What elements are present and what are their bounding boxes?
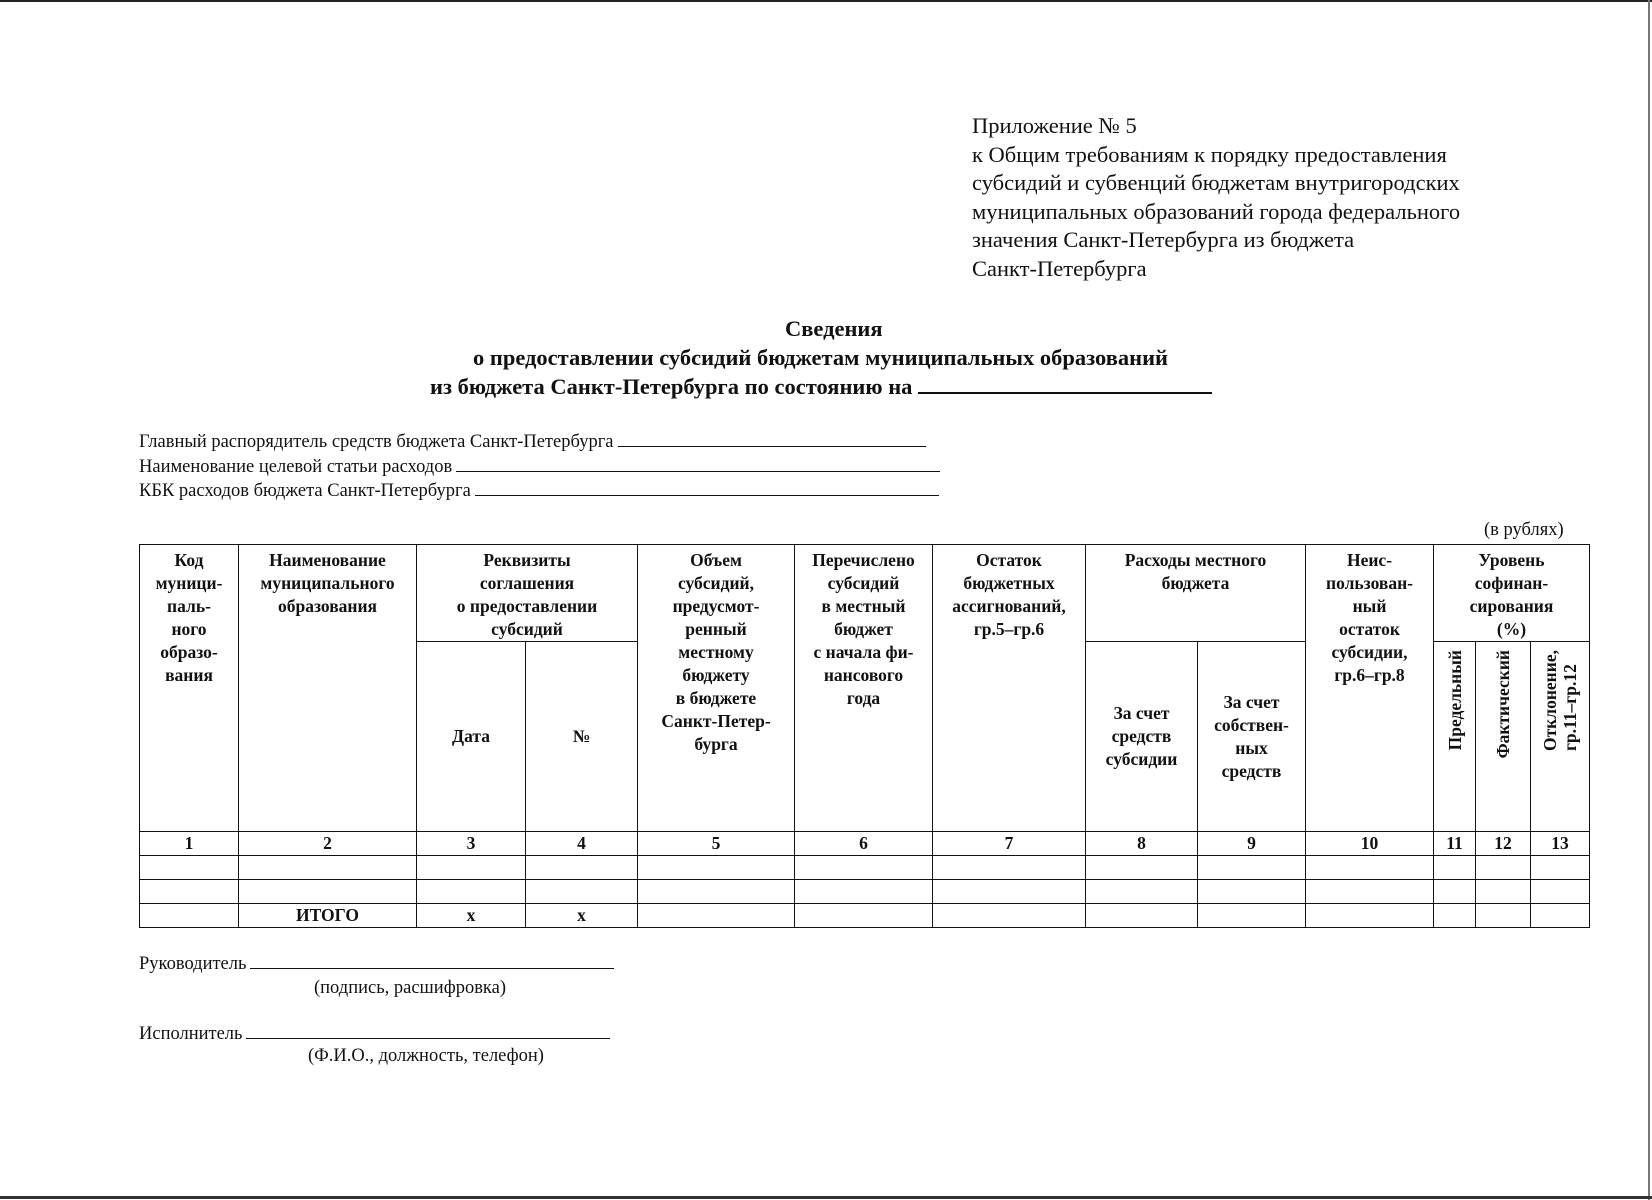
column-number: 9 xyxy=(1198,832,1306,856)
column-number: 12 xyxy=(1476,832,1531,856)
scan-edge-top xyxy=(0,0,1652,2)
table-cell[interactable] xyxy=(1531,880,1590,904)
table-cell[interactable] xyxy=(795,904,933,928)
header-actual: Фактический xyxy=(1476,642,1531,832)
table-cell[interactable] xyxy=(1086,856,1198,880)
appendix-line: субсидий и субвенций бюджетам внутригородских xyxy=(972,170,1460,195)
table-cell[interactable] xyxy=(795,880,933,904)
column-number: 3 xyxy=(417,832,526,856)
column-number: 1 xyxy=(140,832,239,856)
header-limit: Предельный xyxy=(1434,642,1476,832)
header-from-subsidy: За счет средств субсидии xyxy=(1086,642,1198,832)
column-number: 13 xyxy=(1531,832,1590,856)
scan-edge-right xyxy=(1648,0,1650,1200)
kbk-row xyxy=(139,479,940,504)
table-cell[interactable] xyxy=(1198,856,1306,880)
document-title xyxy=(430,315,1260,402)
table-cell[interactable] xyxy=(417,856,526,880)
header-date: Дата xyxy=(417,642,526,832)
column-number: 8 xyxy=(1086,832,1198,856)
table-cell[interactable] xyxy=(417,880,526,904)
appendix-line: к Общим требованиям к порядку предоставления xyxy=(972,141,1447,167)
title-line-3 xyxy=(430,372,1260,402)
table-cell[interactable] xyxy=(1306,904,1434,928)
header-volume: Объем субсидий, предусмот- ренный местному бюджету в бюджете Санкт-Петер- бурга xyxy=(638,545,795,832)
table-cell[interactable] xyxy=(1476,880,1531,904)
column-number: 5 xyxy=(638,832,795,856)
head-signature-row xyxy=(139,952,614,975)
total-row xyxy=(140,904,1590,928)
table-cell[interactable] xyxy=(1086,880,1198,904)
table-cell[interactable] xyxy=(1434,856,1476,880)
target-article-field[interactable] xyxy=(456,455,940,472)
table-cell[interactable] xyxy=(933,880,1086,904)
table-cell[interactable] xyxy=(239,880,417,904)
manager-label: Главный распорядитель средств бюджета Санкт-Петербурга xyxy=(139,432,614,452)
header-cofinancing: Уровень софинан- сирования (%) xyxy=(1434,545,1590,642)
header-deviation: Отклонение, гр.11–гр.12 xyxy=(1531,642,1590,832)
column-number: 10 xyxy=(1306,832,1434,856)
title-line-2: о предоставлении субсидий бюджетам муниципальных образований xyxy=(473,344,1168,370)
table-cell[interactable] xyxy=(1306,880,1434,904)
table-cell[interactable] xyxy=(1476,856,1531,880)
column-number: 11 xyxy=(1434,832,1476,856)
executor-label: Исполнитель xyxy=(139,1024,243,1044)
header-number: № xyxy=(526,642,638,832)
header-code: Код муници- паль- ного образо- вания xyxy=(140,545,239,832)
head-hint: (подпись, расшифровка) xyxy=(314,978,507,998)
appendix-line: значения Санкт-Петербурга из бюджета xyxy=(972,227,1355,252)
header-from-own: За счет собствен- ных средств xyxy=(1198,642,1306,832)
table-cell[interactable] xyxy=(1086,904,1198,928)
executor-signature-row xyxy=(139,1022,610,1045)
appendix-line: Санкт-Петербурга xyxy=(972,255,1147,281)
scan-edge-bottom xyxy=(0,1196,1652,1199)
header-row-top xyxy=(140,545,1590,642)
header-fields xyxy=(139,430,940,504)
target-article-row xyxy=(139,455,940,480)
kbk-label: КБК расходов бюджета Санкт-Петербурга xyxy=(139,481,471,501)
column-numbers-row xyxy=(140,832,1590,856)
table-cell[interactable] xyxy=(526,856,638,880)
target-article-label: Наименование целевой статьи расходов xyxy=(139,456,453,477)
executor-signature-field[interactable] xyxy=(246,1022,610,1039)
table-cell[interactable] xyxy=(1434,904,1476,928)
header-transferred: Перечислено субсидий в местный бюджет с начала фи- нансового года xyxy=(795,545,933,832)
header-remainder: Остаток бюджетных ассигнований, гр.5–гр.6 xyxy=(933,545,1086,832)
table-cell[interactable] xyxy=(140,880,239,904)
appendix-line: Приложение № 5 xyxy=(972,113,1137,138)
table-cell[interactable] xyxy=(140,856,239,880)
table-cell[interactable] xyxy=(638,904,795,928)
table-cell[interactable] xyxy=(1476,904,1531,928)
table-cell[interactable] xyxy=(933,904,1086,928)
header-local-expenses: Расходы местного бюджета xyxy=(1086,545,1306,642)
appendix-line: муниципальных образований города федерального xyxy=(972,198,1461,224)
column-number: 4 xyxy=(526,832,638,856)
column-number: 6 xyxy=(795,832,933,856)
head-signature-field[interactable] xyxy=(250,952,614,969)
table-cell[interactable] xyxy=(1434,880,1476,904)
table-cell[interactable] xyxy=(1531,856,1590,880)
column-number: 2 xyxy=(239,832,417,856)
table-cell[interactable] xyxy=(1198,904,1306,928)
table-cell[interactable] xyxy=(1531,904,1590,928)
appendix-note xyxy=(972,112,1632,283)
table-cell[interactable] xyxy=(526,880,638,904)
table-cell[interactable] xyxy=(140,904,239,928)
title-line-3-text: из бюджета Санкт-Петербурга по состоянию на xyxy=(430,374,913,399)
head-label: Руководитель xyxy=(139,954,247,974)
total-number: х xyxy=(526,904,638,928)
kbk-field[interactable] xyxy=(475,479,939,496)
units-note: (в рублях) xyxy=(1484,520,1564,540)
table-row xyxy=(140,880,1590,904)
table-cell[interactable] xyxy=(1198,880,1306,904)
table-cell[interactable] xyxy=(795,856,933,880)
manager-row xyxy=(139,430,940,455)
manager-field[interactable] xyxy=(618,430,926,447)
table-cell[interactable] xyxy=(638,880,795,904)
total-label: ИТОГО xyxy=(239,904,417,928)
header-name: Наименование муниципального образования xyxy=(239,545,417,832)
executor-hint: (Ф.И.О., должность, телефон) xyxy=(308,1046,544,1066)
table-cell[interactable] xyxy=(638,856,795,880)
report-date-field[interactable] xyxy=(918,372,1212,394)
title-line-1: Сведения xyxy=(785,316,883,341)
subsidy-table xyxy=(139,544,1590,928)
table-cell[interactable] xyxy=(239,856,417,880)
header-unused: Неис- пользован- ный остаток субсидии, гр.6–гр.8 xyxy=(1306,545,1434,832)
table-cell[interactable] xyxy=(933,856,1086,880)
table-cell[interactable] xyxy=(1306,856,1434,880)
table-row xyxy=(140,856,1590,880)
total-date: х xyxy=(417,904,526,928)
column-number: 7 xyxy=(933,832,1086,856)
header-agreement: Реквизиты соглашения о предоставлении субсидий xyxy=(417,545,638,642)
